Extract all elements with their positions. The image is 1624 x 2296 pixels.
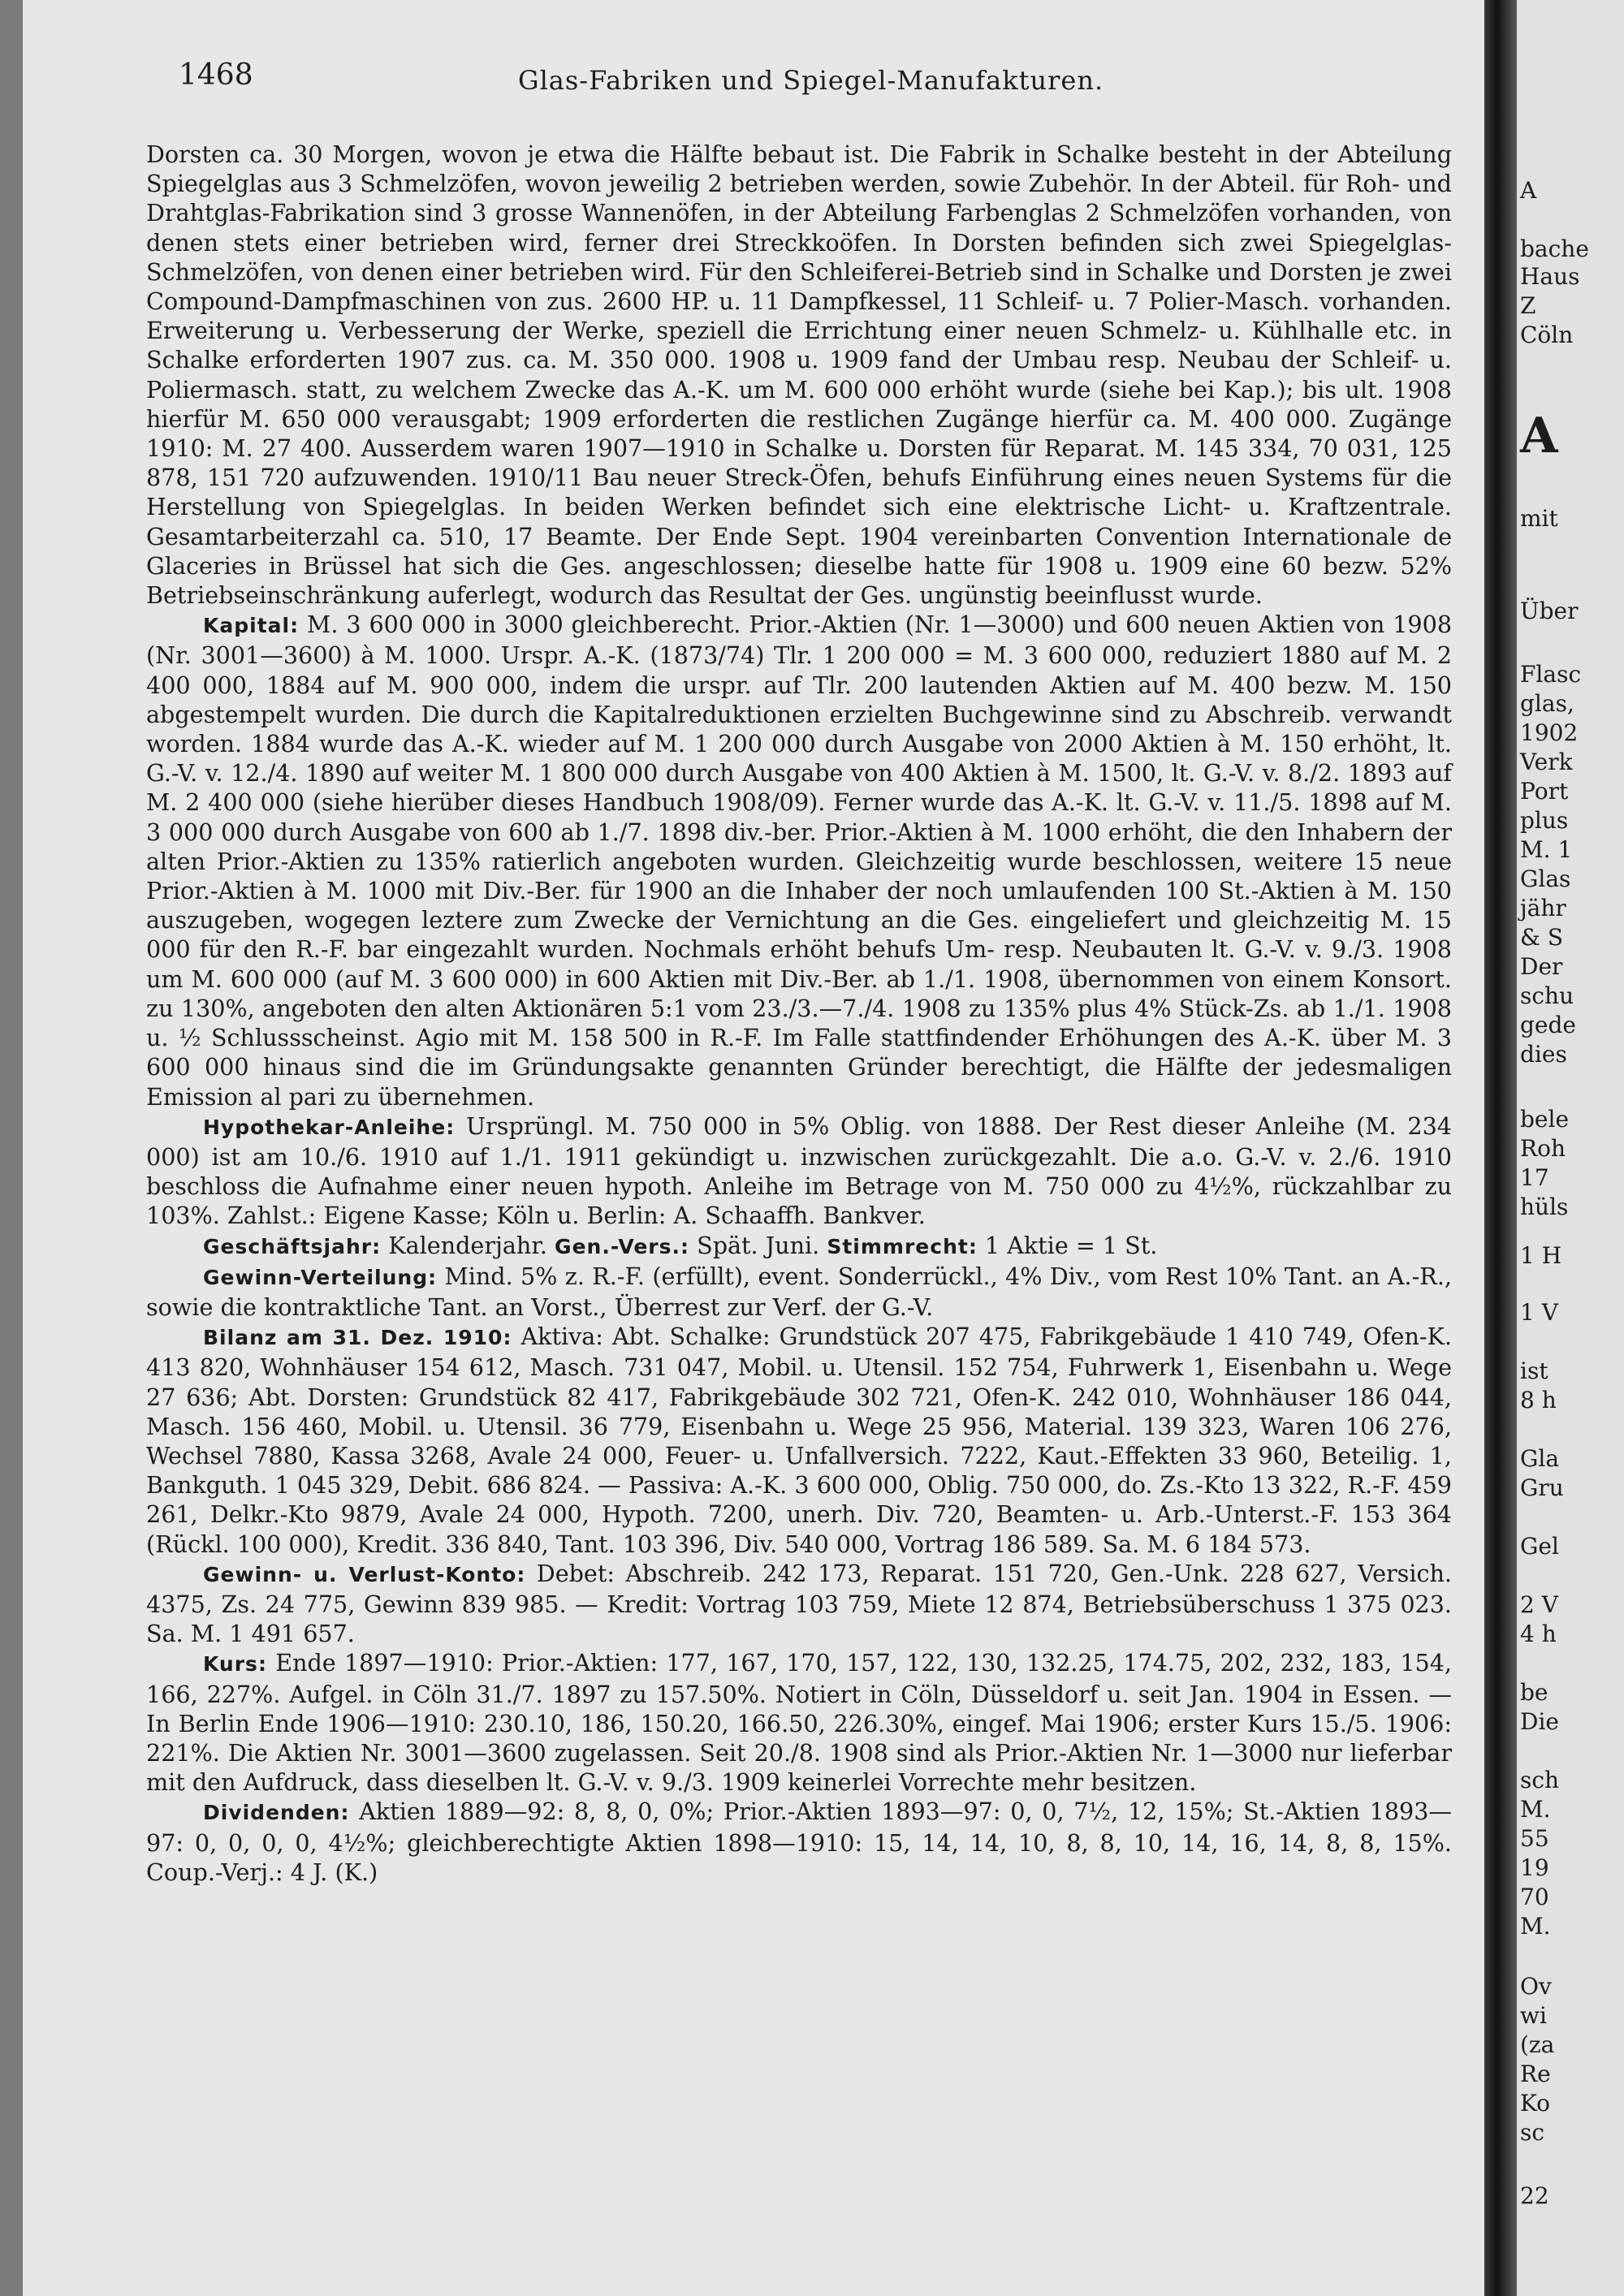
section-text: Ende 1897—1910: Prior.-Aktien: 177, 167, 170, 157, 122, 130, 132.25, 174.75, 202, 232, 183, 154, 166, 227%. Aufgel. in Cöln 31./7. 1897 zu 157.50%. Notiert in Cöln, Düsseldorf u. seit Jan. 1904 in Essen. — In Berlin Ende 1906—1910: 230.10, 186, 150.20, 166.50, 226.30%, eingef. Mai 1906; erster Kurs 15./5. 1906: 221%. Die Aktien Nr. 3001—3600 zugelassen. Seit 20./8. 1908 sind als Prior.-Aktien Nr. 1—3000 nur lieferbar mit den Aufdruck, dass dieselben lt. G.-V. v. 9./3. 1909 keinerlei Vorrechte mehr besitzen. [146,1649,1452,1797]
adjacent-page-edge [1517,0,1624,2296]
adjacent-fragment: Port [1520,778,1569,805]
section-kurs [146,1648,1452,1797]
running-title: Glas-Fabriken und Spiegel-Manufakturen. [518,65,1104,96]
adjacent-fragment: Z [1520,292,1536,319]
section-heading: Dividenden: [203,1801,350,1825]
adjacent-fragment: gede [1520,1012,1576,1038]
section-text: Aktiva: Abt. Schalke: Grundstück 207 475, Fabrikgebäude 1 410 749, Ofen-K. 413 820, Wohnhäuser 154 612, Masch. 731 047, Mobil. u. Utensil. 152 754, Fuhrwerk 1, Eisenbahn u. Wege 27 636; Abt. Dorsten: Grundstück 82 417, Fabrikgebäude 302 721, Ofen-K. 242 010, Wohnhäuser 186 044, Masch. 156 460, Mobil. u. Utensil. 36 779, Eisenbahn u. Wege 25 956, Material. 139 323, Waren 106 276, Wechsel 7880, Kassa 3268, Avale 24 000, Feuer- u. Unfallversich. 7222, Kaut.-Effekten 33 960, Beteilig. 1, Bankguth. 1 045 329, Debit. 686 824. — Passiva: A.-K. 3 600 000, Oblig. 750 000, do. Zs.-Kto 13 322, R.-F. 459 261, Delkr.-Kto 9879, Avale 24 000, Hypoth. 7200, unerh. Div. 720, Beamten- u. Arb.-Unterst.-F. 153 364 (Rückl. 100 000), Kredit. 336 840, Tant. 103 396, Div. 540 000, Vortrag 186 589. Sa. M. 6 184 573. [146,1323,1452,1558]
adjacent-fragment: schu [1520,982,1574,1009]
section-bilanz [146,1322,1452,1559]
adjacent-fragment: 1 H [1520,1242,1562,1269]
adjacent-fragment: 4 h [1520,1621,1557,1647]
adjacent-fragment: 70 [1520,1884,1549,1910]
adjacent-fragment: (za [1520,2031,1555,2058]
adjacent-fragment: bache [1520,235,1589,262]
adjacent-fragment: M. [1520,1796,1551,1823]
adjacent-fragment: 8 h [1520,1387,1557,1413]
section-text: Mind. 5% z. R.-F. (erfüllt), event. Sonderrückl., 4% Div., vom Rest 10% Tant. an A.-R., sowie die kontraktliche Tant. an Vorst., Überrest zur Verf. der G.-V. [146,1262,1453,1321]
section-heading: Geschäftsjahr: [203,1234,382,1258]
section-heading: Kapital: [203,614,300,638]
adjacent-fragment: Cöln [1520,322,1574,348]
section-text: Kalenderjahr. [388,1231,547,1259]
adjacent-fragment: wi [1520,2002,1547,2029]
adjacent-fragment: 2 V [1520,1591,1558,1618]
section-text-stimmrecht: 1 Aktie = 1 St. [984,1231,1158,1259]
adjacent-fragment: Re [1520,2061,1551,2087]
adjacent-fragment: 19 [1520,1854,1549,1881]
adjacent-fragment: Verk [1520,749,1573,775]
adjacent-fragment: sc [1520,2119,1545,2146]
adjacent-fragment: Gel [1520,1533,1559,1560]
adjacent-fragment: Über [1520,598,1579,624]
section-text: M. 3 600 000 in 3000 gleichberecht. Prior.-Aktien (Nr. 1—3000) und 600 neuen Aktien von 1908 (Nr. 3001—3600) à M. 1000. Urspr. A.-K. (1873/74) Tlr. 1 200 000 = M. 3 600 000, reduziert 1880 auf M. 2 400 000, 1884 auf M. 900 000, indem die urspr. auf Tlr. 200 lautenden Aktien auf M. 400 bezw. M. 150 abgestempelt wurden. Die durch die Kapitalreduktionen erzielten Buchgewinne sind zu Abschreib. verwandt worden. 1884 wurde das A.-K. wieder auf M. 1 200 000 durch Ausgabe von 2000 Aktien à M. 150 erhöht, lt. G.-V. v. 12./4. 1890 auf weiter M. 1 800 000 durch Ausgabe von 400 Aktien à M. 1500, lt. G.-V. v. 8./2. 1893 auf M. 2 400 000 (siehe hierüber dieses Handbuch 1908/09). Ferner wurde das A.-K. lt. G.-V. v. 11./5. 1898 auf M. 3 000 000 durch Ausgabe von 600 ab 1./7. 1898 div.-ber. Prior.-Aktien à M. 1000 erhöht, die den Inhabern der alten Prior.-Aktien zu 135% ratierlich angeboten wurden. Gleichzeitig wurde beschlossen, weitere 15 neue Prior.-Aktien à M. 1000 mit Div.-Ber. für 1900 an die Inhaber der noch umlaufenden 100 St.-Aktien à M. 150 auszugeben, wogegen leztere zum Zwecke der Vernichtung an die Ges. eingeliefert und gleichzeitig M. 15 000 für den R.-F. bar eingezahlt wurden. Nochmals erhöht behufs Um- resp. Neubauten lt. G.-V. v. 9./3. 1908 um M. 600 000 (auf M. 3 600 000) in 600 Aktien mit Div.-Ber. ab 1./1. 1908, übernommen von einem Konsort. zu 130%, angeboten den alten Aktionären 5:1 vom 23./3.—7./4. 1908 zu 135% plus 4% Stück-Zs. ab 1./1. 1908 u. ½ Schlussscheinst. Agio mit M. 158 500 in R.-F. Im Falle stattfindender Erhöhungen des A.-K. über M. 3 600 000 hinaus sind die im Gründungsakte genannten Gründer berechtigt, die Hälfte der jedesmaligen Emission al pari zu übernehmen. [146,611,1453,1111]
section-heading-stimmrecht: Stimmrecht: [827,1234,978,1258]
adjacent-fragment: 17 [1520,1164,1549,1191]
adjacent-fragment: 55 [1520,1825,1549,1852]
adjacent-fragment: 1 V [1520,1299,1558,1326]
section-gewinn-verteilung [146,1262,1452,1322]
adjacent-fragment: plus [1520,807,1569,834]
intro-paragraph: Dorsten ca. 30 Morgen, wovon je etwa die Hälfte bebaut ist. Die Fabrik in Schalke besteht in der Abteilung Spiegelglas aus 3 Schmelzöfen, wovon jeweilig 2 betrieben werden, sowie Zubehör. In der Abteil. für Roh- und Drahtglas-Fabrikation sind 3 grosse Wannenöfen, in der Abteilung Farbenglas 2 Schmelzöfen vorhanden, von denen stets einer betrieben wird, ferner drei Streckkoöfen. In Dorsten befinden sich zwei Spiegelglas-Schmelzöfen, von denen einer betrieben wird. Für den Schleiferei-Betrieb sind in Schalke und Dorsten je zwei Compound-Dampfmaschinen von zus. 2600 HP. u. 11 Dampfkessel, 11 Schleif- u. 7 Polier-Masch. vorhanden. Erweiterung u. Verbesserung der Werke, speziell die Errichtung einer neuen Schmelz- u. Kühlhalle etc. in Schalke erforderten 1907 zus. ca. M. 350 000. 1908 u. 1909 fand der Umbau resp. Neubau der Schleif- u. Poliermasch. statt, zu welchem Zwecke das A.-K. um M. 600 000 erhöht wurde (siehe bei Kap.); bis ult. 1908 hierfür M. 650 000 verausgabt; 1909 erforderten die restlichen Zugänge hierfür ca. M. 400 000. Zugänge 1910: M. 27 400. Ausserdem waren 1907—1910 in Schalke u. Dorsten für Reparat. M. 145 334, 70 031, 125 878, 151 720 aufzuwenden. 1910/11 Bau neuer Streck-Öfen, behufs Einführung eines neuen Systems für die Herstellung von Spiegelglas. In beiden Werken befindet sich eine elektrische Licht- u. Kraftzentrale. Gesamtarbeiterzahl ca. 510, 17 Beamte. Der Ende Sept. 1904 vereinbarten Convention Internationale de Glaceries in Brüssel hat sich die Ges. angeschlossen; dieselbe hatte für 1908 u. 1909 eine 60 bezw. 52% Betriebseinschränkung auferlegt, wodurch das Resultat der Ges. ungünstig beeinflusst wurde. [146,140,1452,610]
section-heading: Kurs: [203,1652,267,1677]
adjacent-fragment: Ko [1520,2090,1551,2117]
section-gewinn-verlust-konto [146,1559,1452,1649]
adjacent-fragment: 22 [1520,2182,1549,2209]
page-number: 1468 [179,58,253,92]
section-text-gen-vers: Spät. Juni. [697,1231,820,1259]
adjacent-fragment: Flasc [1520,661,1582,688]
section-kapital [146,610,1452,1111]
adjacent-fragment: A [1520,408,1558,464]
adjacent-fragment: Glas [1520,865,1571,892]
section-heading: Bilanz am 31. Dez. 1910: [203,1326,512,1350]
section-geschaeftsjahr [146,1231,1452,1262]
section-text: Debet: Abschreib. 242 173, Reparat. 151 720, Gen.-Unk. 228 627, Versich. 4375, Zs. 24 775, Gewinn 839 985. — Kredit: Vortrag 103 759, Miete 12 874, Betriebsüberschuss 1 375 023. Sa. M. 1 491 657. [146,1559,1452,1648]
adjacent-fragment: bele [1520,1106,1570,1133]
book-page [23,0,1484,2296]
section-heading: Hypothekar-Anleihe: [203,1115,456,1139]
section-heading: Gewinn- u. Verlust-Konto: [203,1562,526,1586]
adjacent-fragment: ist [1520,1357,1548,1384]
adjacent-fragment: mit [1520,505,1558,532]
adjacent-fragment: be [1520,1679,1548,1706]
adjacent-fragment: Die [1520,1708,1559,1735]
adjacent-fragment: M. 1 [1520,836,1573,863]
adjacent-fragment: Roh [1520,1135,1566,1162]
section-dividenden [146,1797,1452,1887]
book-gutter [1484,0,1517,2296]
adjacent-fragment: Gla [1520,1445,1560,1472]
section-text: Ursprüngl. M. 750 000 in 5% Oblig. von 1888. Der Rest dieser Anleihe (M. 234 000) ist am 10./6. 1910 auf 1./1. 1911 gekündigt u. inzwischen zurückgezahlt. Die a.o. G.-V. v. 2./6. 1910 beschloss die Aufnahme einer neuen hypoth. Anleihe im Betrage von M. 750 000 zu 4½%, rückzahlbar zu 103%. Zahlst.: Eigene Kasse; Köln u. Berlin: A. Schaaffh. Bankver. [146,1111,1452,1230]
page-header [154,58,1484,107]
adjacent-fragment: & S [1520,924,1564,951]
adjacent-fragment: sch [1520,1767,1560,1793]
adjacent-fragment: jähr [1520,895,1566,921]
adjacent-fragment: dies [1520,1041,1567,1068]
adjacent-fragment: glas, [1520,690,1574,717]
adjacent-fragment: M. [1520,1913,1551,1940]
section-hypothekar-anleihe [146,1111,1452,1231]
adjacent-fragment: Haus [1520,263,1580,290]
adjacent-fragment: Der [1520,953,1563,980]
adjacent-fragment: A [1520,177,1537,204]
adjacent-fragment: 1902 [1520,719,1579,746]
adjacent-fragment: hüls [1520,1193,1569,1220]
section-heading: Gewinn-Verteilung: [203,1265,438,1289]
page-body [146,140,1452,1887]
adjacent-fragment: Ov [1520,1973,1552,2000]
section-heading-gen-vers: Gen.-Vers.: [555,1234,690,1258]
section-text: Aktien 1889—92: 8, 8, 0, 0%; Prior.-Aktien 1893—97: 0, 0, 7½, 12, 15%; St.-Aktien 1893—97: 0, 0, 0, 0, 4½%; gleichberechtigte Aktien 1898—1910: 15, 14, 14, 10, 8, 8, 10, 14, 16, 14, 8, 8, 15%. Coup.-Verj.: 4 J. (K.) [146,1798,1453,1886]
adjacent-fragment: Gru [1520,1474,1564,1501]
